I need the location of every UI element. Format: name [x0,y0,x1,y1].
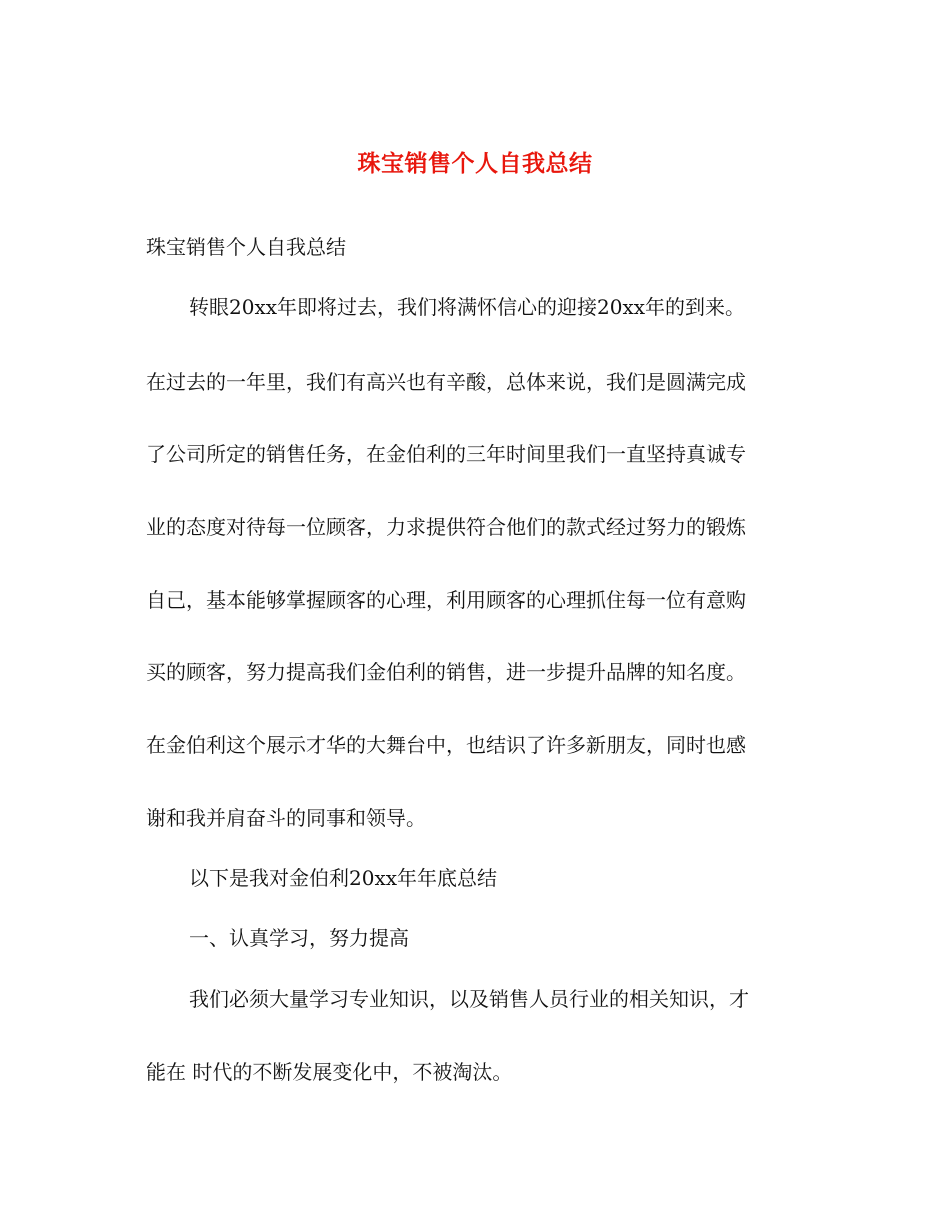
paragraph-line: 在金伯利这个展示才华的大舞台中，也结识了许多新朋友，同时也感 [146,733,746,757]
section-intro: 以下是我对金伯利20xx年年底总结 [189,866,498,890]
paragraph-line: 自己，基本能够掌握顾客的心理，利用顾客的心理抓住每一位有意购 [146,588,746,612]
paragraph-line: 了公司所定的销售任务，在金伯利的三年时间里我们一直坚持真诚专 [146,442,746,466]
paragraph-line: 谢和我并肩奋斗的同事和领导。 [146,806,426,830]
paragraph-line: 在过去的一年里，我们有高兴也有辛酸，总体来说，我们是圆满完成 [146,370,746,394]
paragraph-line: 能在 时代的不断发展变化中，不被淘汰。 [146,1060,513,1084]
paragraph-line: 业的态度对待每一位顾客，力求提供符合他们的款式经过努力的锻炼 [146,515,746,539]
section-heading: 一、认真学习，努力提高 [189,926,409,950]
paragraph-line: 我们必须大量学习专业知识，以及销售人员行业的相关知识，才 [189,987,749,1011]
document-title: 珠宝销售个人自我总结 [357,150,593,177]
paragraph-line: 转眼20xx年即将过去，我们将满怀信心的迎接20xx年的到来。 [189,295,746,319]
document-subtitle: 珠宝销售个人自我总结 [146,235,346,259]
paragraph-line: 买的顾客，努力提高我们金伯利的销售，进一步提升品牌的知名度。 [146,660,746,684]
